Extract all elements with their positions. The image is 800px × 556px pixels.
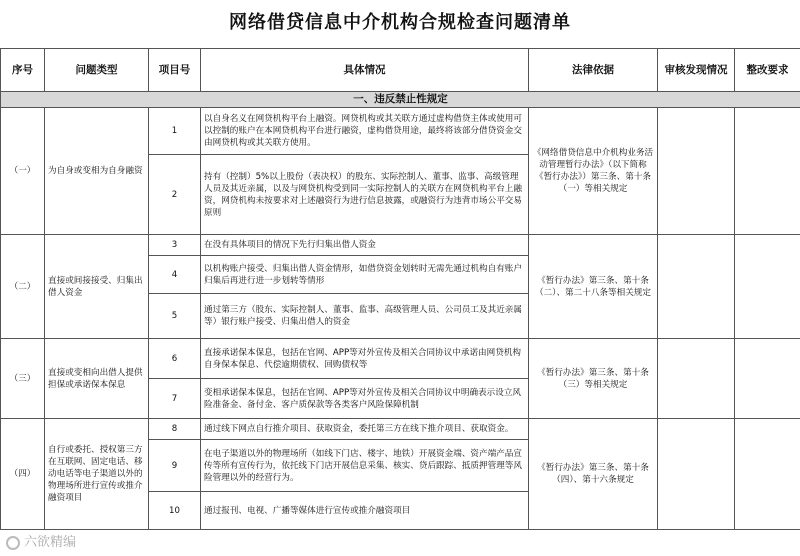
group-type: 自行或委托、授权第三方在互联网、固定电话、移动电话等电子渠道以外的物理场所进行宣传或推介融资项目 — [45, 419, 149, 530]
audit-cell — [658, 108, 735, 235]
item-detail: 以自身名义在网贷机构平台上融资。网贷机构或其关联方通过虚构借贷主体或使用可以控制的账户在本网贷机构平台进行融资，虚构借贷用途，最终将该部分借贷资金交由网贷机构或其关联方使用。 — [201, 108, 529, 155]
group-seq: （四） — [1, 419, 45, 530]
table-row — [1, 235, 800, 256]
header-audit: 审核发现情况 — [658, 49, 735, 92]
group-law: 《暂行办法》第三条、第十条（二）、第二十八条等相关规定 — [529, 235, 658, 339]
group-seq: （二） — [1, 235, 45, 339]
item-no: 9 — [149, 440, 201, 492]
header-type: 问题类型 — [45, 49, 149, 92]
group-type: 为自身或变相为自身融资 — [45, 108, 149, 235]
header-item: 项目号 — [149, 49, 201, 92]
item-detail: 通过报刊、电视、广播等媒体进行宣传或推介融资项目 — [201, 492, 529, 530]
group-law: 《暂行办法》第三条、第十条（四）、第十六条规定 — [529, 419, 658, 530]
fix-cell — [735, 419, 800, 530]
group-type: 直接或变相向出借人提供担保或承诺保本保息 — [45, 339, 149, 419]
item-detail: 在没有具体项目的情况下先行归集出借人资金 — [201, 235, 529, 256]
page-title: 网络借贷信息中介机构合规检查问题清单 — [229, 12, 571, 33]
checklist-table — [0, 48, 800, 530]
table-row — [1, 108, 800, 155]
watermark — [6, 531, 76, 550]
item-detail: 通过线下网点自行推介项目、获取资金，委托第三方在线下推介项目、获取资金。 — [201, 419, 529, 440]
table-row — [1, 339, 800, 379]
watermark-text: 六欲精编 — [24, 535, 77, 550]
group-type: 直接或间接接受、归集出借人资金 — [45, 235, 149, 339]
section-row — [1, 92, 800, 108]
header-fix: 整改要求 — [735, 49, 800, 92]
item-detail: 直接承诺保本保息，包括在官网、APP等对外宣传及相关合同协议中承诺由网贷机构自身保本保息、代偿逾期债权、回购债权等 — [201, 339, 529, 379]
group-law: 《网络借贷信息中介机构业务活动管理暂行办法》（以下简称《暂行办法》）第三条、第十条（一）等相关规定 — [529, 108, 658, 235]
item-detail: 以机构账户接受、归集出借人资金情形，如借贷资金划转时无需先通过机构自有账户归集后再进行进一步划转等情形 — [201, 256, 529, 294]
header-detail: 具体情况 — [201, 49, 529, 92]
audit-cell — [658, 339, 735, 419]
item-no: 4 — [149, 256, 201, 294]
item-no: 2 — [149, 155, 201, 235]
header-seq: 序号 — [1, 49, 45, 92]
item-no: 5 — [149, 294, 201, 339]
section-title: 一、违反禁止性规定 — [1, 92, 800, 108]
item-no: 1 — [149, 108, 201, 155]
item-no: 3 — [149, 235, 201, 256]
fix-cell — [735, 235, 800, 339]
header-law: 法律依据 — [529, 49, 658, 92]
item-detail: 变相承诺保本保息，包括在官网、APP等对外宣传及相关合同协议中明确表示设立风险准备金、备付金、客户质保款等各类客户风险保障机制 — [201, 379, 529, 419]
item-detail: 持有（控制）5%以上股份（表决权）的股东、实际控制人、董事、监事、高级管理人员及其近亲属，以及与网贷机构受到同一实际控制人的关联方在网贷机构平台上融资，网贷机构未按要求对上述融资行为进行信息披露，或融资行为违背市场公平交易原则 — [201, 155, 529, 235]
item-detail: 在电子渠道以外的物理场所（如线下门店、楼宇、地铁）开展资金端、资产端产品宣传等所有宣传行为，依托线下门店开展信息采集、核实、贷后跟踪、抵质押管理等风险管理以外的经营行为。 — [201, 440, 529, 492]
group-seq: （一） — [1, 108, 45, 235]
table-row — [1, 419, 800, 440]
audit-cell — [658, 235, 735, 339]
fix-cell — [735, 108, 800, 235]
header-row — [1, 49, 800, 92]
item-no: 7 — [149, 379, 201, 419]
item-no: 8 — [149, 419, 201, 440]
group-law: 《暂行办法》第三条、第十条（三）等相关规定 — [529, 339, 658, 419]
fix-cell — [735, 339, 800, 419]
item-no: 10 — [149, 492, 201, 530]
item-detail: 通过第三方（股东、实际控制人、董事、监事、高级管理人员、公司员工及其近亲属等）银行账户接受、归集出借人的资金 — [201, 294, 529, 339]
audit-cell — [658, 419, 735, 530]
item-no: 6 — [149, 339, 201, 379]
group-seq: （三） — [1, 339, 45, 419]
watermark-logo-icon — [6, 536, 20, 550]
